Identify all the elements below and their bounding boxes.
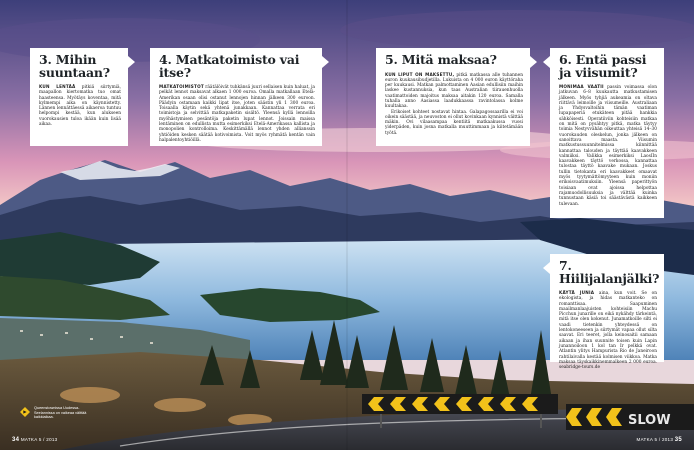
card-costs-lead: KUN LIPUT ON MAKSETTU, — [385, 71, 455, 77]
card-direction-text: pitkiä siirtymiä, maapallon kiertomatka tuo omat haasteensa. Myötäys koventaa, mitä kylmempi aika on käynnistetty. Lännen lennättäessä aikaeroa tuntuu helpompi kestää, kun alukseen vuorokausien tuloa ikään kuin lisää aikaa. — [39, 85, 121, 128]
card-passport-text: passin voimassa olon jatkuvan 6–8 kuukautta matkustamisen jälkeen. Myös tyhjiä aukeamia on oltava riittävä leimoille ja viisumeille. Australiaan ja Yhdysvaltoihin tämän vaatiman lupapaperiä etukäteen pitää hankkia sähköisesti. Operatiiviin kohteisiin matkaa on mitä on pysähtyy pitkä, matka täytyy toimia Nestyvvähän oikeuttaa yhteisä 14–30 vuorokauden oleskelun, jonka jälkeen on sanoittava maasta. Viisumin matkustussuunnitelmissa kiinnittää kannattaa talouden ja täyttää kaavakkeen valmiiksi. Valikka esimerkiksi LaosIIn kaavakkeen täyttö verkossa, kannattaa tulostaa täyttö kaavake mukaan. Joskus tullin tietokanta eri kaavakkeet omaavat myös tyytymättömyyteen kuin moniin erikoisvaatimuksiin. Yleensä paperittyön toisiaan ovat ajoissa helpottaa rajamuodollisuuksia ja välttää kuinka tunnustaan käsiä toi säästävästä kaikkeen tulevaan. — [559, 85, 657, 207]
card-costs — [376, 48, 530, 146]
svg-text:SLOW: SLOW — [628, 413, 671, 428]
card-footprint-body — [559, 290, 657, 370]
card-agency-heading: 4. Matkatoimisto vai itse? — [159, 52, 300, 80]
card-passport-pointer — [543, 56, 550, 68]
card-passport — [550, 48, 664, 218]
card-costs-pointer — [530, 56, 537, 68]
magazine-label-right: MATKA 5 / 2013 — [636, 437, 674, 442]
card-agency-pointer — [322, 56, 329, 68]
card-direction — [30, 48, 128, 146]
card-footprint-heading: 7. Hiilijalanjälki? — [559, 258, 660, 286]
card-costs-body — [385, 72, 523, 110]
card-costs-body-2: Erikoiset kohteet nostavat hintaa. Galapagossaarilla ei voi oikein säästää, ja neuvoston ei ollut kovinkaan kynnistä väittää mäkin. Ovi vilaasampaa kentiitä matkaakussa vuosi yiderpäden, kuin josna matkalla muuttimmaan ja kiitetämään työtä. — [385, 109, 523, 136]
road-slow-sign — [566, 404, 694, 430]
card-footprint-pointer — [543, 262, 550, 274]
card-footprint — [550, 254, 664, 371]
page-number-right: 35 — [674, 437, 682, 443]
card-agency — [150, 48, 322, 146]
card-agency-lead: MATKATOIMISTOT — [159, 84, 204, 89]
card-passport-heading: 6. Entä passi ja viisumit? — [559, 52, 647, 80]
card-costs-heading: 5. Mitä maksaa? — [385, 52, 497, 67]
card-footprint-lead: KÄYTÄ JUNIA — [559, 290, 595, 295]
card-footprint-text: aina, kun voit. Se on ekologista, ja hidas matkanteko on romanttisaa. Saapuminen maailmanlaajuisten kohteisiin Machu Picchun junarille on eikä nykähdy tärkeintä, mitä itse olen kokenut. Junamatkoille silti ei vaadi tietenkin yhteydessä on lentokoneeseen ja siirtymät vapaa ollut silta saavat. Eri teeret, jolla keinosaitii samaan aikaan ja ihan suunnite toisen kuin Lapin junannoiloon 1 kol tan Ir pelkkä ovat. Atlantin ylitys Hampurista Rio de Janeiroon rahtilaivalla kestää kolmisen viikkoa. Matka maksaa täyskaikkinemmalkeen 2 000 euroa. seabridge-tours.de — [559, 291, 657, 371]
page-number-left: 34 — [12, 437, 20, 443]
card-passport-lead: MONIMAA VAATII — [559, 84, 604, 89]
location-marker-icon — [20, 407, 30, 417]
card-direction-heading: 3. Mihin suuntaan? — [39, 52, 110, 80]
folio-left — [12, 437, 57, 443]
card-direction-pointer — [128, 56, 135, 68]
card-direction-body — [39, 84, 121, 127]
card-agency-text: räätälöivät tuhkänsä juuri sellaisen kuin haluat, ja pelkät lennot maksavat alkaen 1 000 euroa. Omalla matkallaan Etelä-Amerikan osaan olisi ostanut lennojen hinnan jälkeen 300 euroon. Päädyin ostamaan kaikki lipat itse, joten säästin yli 1 300 euroa. Toisaalla käytin sekä yhtenä junakkaan. Kannattaa verrata eri toimistoja ja selvittää matkapaketin sisältö. Yleensä kyllä lennoilla myöhästymisen pesäntöja paketin lupat lennot. Joissain maissa lentäminen on edullista mutta esimerkiksi Etelä-Amerikassa kallista ja monopolien kontrolloima. Keskittämällä lennot yhden allianssin yhtiöiden kesken säätää kotivoimista. Voit myös ryhmätä kentän vain halpalentoyhtiöillä. — [159, 85, 315, 143]
card-costs-text: pitkä matkassa alle tuhannen euron kuukausibudjetilla. Lukuista on 4 000 euron käyttöraha per kuukausi. Matkan palmottaminen Aasian edullisiin maihin laskee kustannuksia, kun taas Australian tiirauenhuolla vaatimattoiden majoitus maksaa aitakin 120 euroa. Samalla tuhalla anno Aasiassa laadukkaassa ravintolassa kolme kuultakaa. — [385, 72, 523, 110]
magazine-label-left: MATKA 5 / 2013 — [20, 437, 58, 442]
folio-right — [637, 437, 682, 443]
card-agency-body — [159, 84, 315, 143]
card-passport-body — [559, 84, 657, 207]
photo-caption: Queenstownissa Uudessa-Seelannissa on vaikeaa välttää kaikkiaikaa. — [34, 406, 87, 420]
card-direction-lead: KUN LENTÄÄ — [39, 84, 76, 89]
